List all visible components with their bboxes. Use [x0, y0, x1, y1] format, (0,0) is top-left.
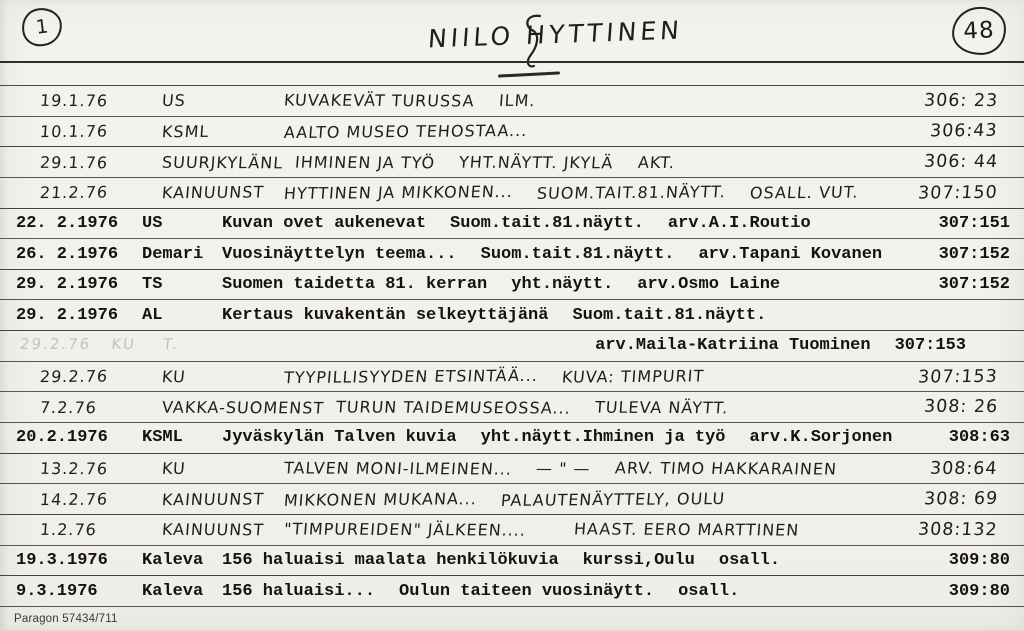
entry-title: 156 haluaisi maalata henkilökuvia	[222, 550, 559, 570]
entry-date: 29.1.76	[39, 152, 109, 172]
page-number-right: 48	[962, 17, 996, 45]
entry-info: TULEVA NÄYTT.	[594, 397, 730, 418]
entry-reference: 307:152	[938, 275, 1010, 295]
entry-info: Suom.tait.81.näytt.	[450, 213, 644, 233]
entry-info: yht.näytt.	[511, 275, 614, 295]
page-number-left: 1	[34, 15, 50, 39]
entry-title: Kuvan ovet aukenevat	[222, 213, 427, 233]
entry-source: Demari	[142, 244, 204, 264]
entry-title: TYYPILLISYYDEN ETSINTÄÄ...	[283, 365, 539, 388]
entry-credit: arv.Tapani Kovanen	[698, 244, 883, 264]
table-row	[0, 147, 1024, 178]
table-row	[0, 423, 1024, 454]
entry-title: MIKKONEN MUKANA...	[283, 488, 478, 510]
entry-source: KSML	[142, 428, 183, 448]
card-title: NIILO HYTTINEN	[427, 15, 684, 54]
entry-date: 19.1.76	[39, 91, 109, 111]
entry-date: 19.3.1976	[16, 550, 108, 570]
entry-reference: 307:150	[917, 182, 999, 204]
entry-reference: 307:151	[938, 213, 1010, 233]
entry-title: 156 haluaisi...	[222, 581, 376, 601]
entry-date: 22. 2.1976	[16, 213, 119, 233]
entry-title: Jyväskylän Talven kuvia	[222, 428, 457, 448]
page-number-badge-right	[951, 6, 1007, 57]
erased-entry-text: 29.2.76 KU T.	[19, 335, 181, 354]
table-row	[0, 454, 1024, 485]
entry-info: Suom.tait.81.näytt.	[572, 305, 767, 325]
entry-title: TALVEN MONI-ILMEINEN...	[283, 458, 513, 479]
entry-source: VAKKA-SUOMENST	[161, 397, 325, 418]
entry-info: kurssi,Oulu	[582, 550, 695, 570]
entry-reference: 306:43	[929, 121, 999, 142]
entry-reference: 308: 69	[923, 488, 999, 510]
entry-credit: HAAST. EERO MARTTINEN	[573, 519, 801, 540]
card-brand: Paragon 57434/711	[14, 613, 118, 625]
entry-info: KUVA: TIMPURIT	[561, 366, 705, 387]
table-row	[0, 392, 1024, 423]
entry-source: Kaleva	[142, 581, 204, 601]
entry-info: Suom.tait.81.näytt.	[480, 244, 675, 264]
entry-date: 21.2.76	[39, 182, 109, 203]
entry-title: Kertaus kuvakentän selkeyttäjänä	[222, 305, 549, 325]
entry-title: Vuosinäyttelyn teema...	[222, 244, 457, 264]
entry-info: YHT.NÄYTT. JKYLÄ	[458, 152, 615, 172]
table-row	[0, 86, 1024, 117]
table-row	[0, 576, 1024, 607]
entry-source: KAINUUNST	[161, 520, 265, 540]
entry-title: Suomen taidetta 81. kerran	[222, 275, 488, 295]
entry-source: AL	[142, 305, 163, 325]
header-rule	[0, 61, 1024, 63]
entry-info: SUOM.TAIT.81.NÄYTT.	[536, 182, 727, 204]
table-row	[0, 239, 1024, 270]
table-row	[0, 484, 1024, 515]
entry-credit: arv.Maila-Katriina Tuominen	[595, 336, 871, 356]
entry-source: Kaleva	[142, 550, 204, 570]
entry-credit: arv.K.Sorjonen	[749, 428, 893, 448]
entry-source: TS	[142, 275, 163, 295]
entry-date: 9.3.1976	[16, 581, 98, 601]
entry-credit: arv.Osmo Laine	[637, 275, 781, 295]
table-row	[0, 546, 1024, 577]
entry-reference: 308:64	[929, 458, 999, 479]
entry-date: 14.2.76	[39, 489, 109, 509]
entry-title: IHMINEN JA TYÖ	[294, 152, 437, 172]
entry-source: KAINUUNST	[161, 489, 265, 509]
table-row	[0, 362, 1024, 393]
entry-date: 10.1.76	[39, 121, 109, 142]
entry-source: US	[142, 213, 163, 233]
table-row	[0, 117, 1024, 148]
entry-source: KU	[161, 458, 187, 478]
table-row	[0, 331, 1024, 362]
entries-table	[0, 85, 1024, 607]
table-row	[0, 270, 1024, 301]
entry-credit: AKT.	[637, 152, 676, 172]
table-row	[0, 515, 1024, 546]
entry-date: 13.2.76	[39, 458, 109, 479]
entry-reference: 306: 44	[923, 151, 999, 173]
entry-reference: 306: 23	[923, 90, 999, 111]
entry-credit: osall.	[718, 550, 781, 570]
entry-info: — " —	[535, 458, 592, 479]
title-underline	[498, 71, 560, 77]
entry-info: yht.näytt.Ihminen ja työ	[480, 428, 726, 448]
entry-date: 29. 2.1976	[16, 275, 119, 295]
entry-credit: ARV. TIMO HAKKARAINEN	[614, 458, 838, 479]
entry-reference: 308:63	[948, 428, 1010, 448]
entry-source: SUURJKYLÄNL	[161, 152, 284, 173]
entry-reference: 308:132	[917, 519, 999, 540]
table-row	[0, 209, 1024, 240]
entry-source: KAINUUNST	[161, 182, 265, 203]
entry-credit: osall.	[678, 581, 740, 601]
entry-reference: 309:80	[948, 550, 1010, 570]
entry-title: KUVAKEVÄT TURUSSA	[283, 90, 476, 111]
entry-source: KU	[161, 367, 187, 387]
entry-credit: arv.A.I.Routio	[667, 213, 811, 233]
entry-credit: OSALL. VUT.	[748, 182, 860, 203]
entry-source: US	[161, 91, 187, 111]
entry-title: TURUN TAIDEMUSEOSSA...	[335, 397, 572, 418]
entry-info: ILM.	[497, 91, 536, 111]
entry-date: 7.2.76	[39, 397, 98, 417]
entry-title: AALTO MUSEO TEHOSTAA...	[283, 120, 529, 143]
entry-date: 29.2.76	[39, 366, 109, 387]
entry-title: "TIMPUREIDEN" JÄLKEEN....	[283, 519, 527, 540]
page-number-badge-left	[20, 6, 64, 49]
entry-reference: 307:153	[894, 336, 966, 356]
entry-reference: 309:80	[948, 581, 1010, 601]
entry-source: KSML	[161, 121, 211, 142]
table-row	[0, 300, 1024, 331]
entry-date: 1.2.76	[39, 520, 98, 540]
entry-reference: 308: 26	[923, 396, 999, 418]
entry-date: 26. 2.1976	[16, 244, 119, 264]
entry-reference: 307:153	[917, 366, 999, 388]
entry-date: 29. 2.1976	[16, 305, 119, 325]
entry-info: PALAUTENÄYTTELY, OULU	[500, 488, 726, 510]
entry-date: 20.2.1976	[16, 428, 108, 448]
entry-title: HYTTINEN JA MIKKONEN...	[283, 182, 514, 204]
table-row	[0, 178, 1024, 209]
entry-info: Oulun taiteen vuosinäytt.	[399, 581, 655, 601]
entry-reference: 307:152	[938, 244, 1010, 264]
